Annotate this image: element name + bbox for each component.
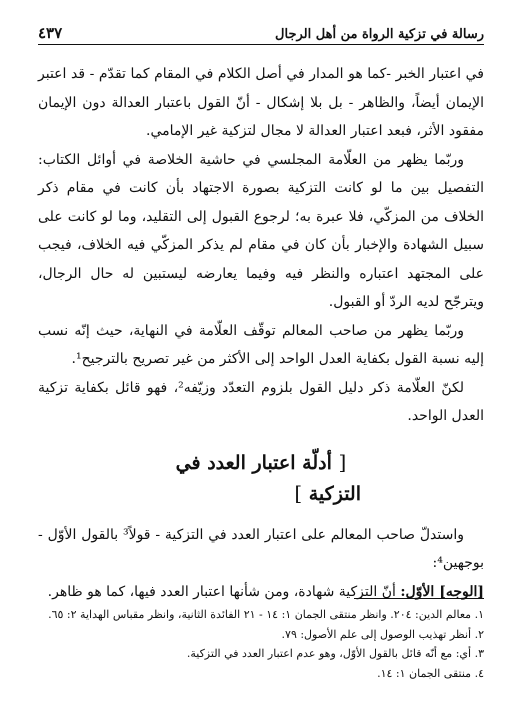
paragraph-1: في اعتبار الخبر -كما هو المدار في أصل الكلام في المقام كما تقدّم - قد اعتبر الإيمان أيضاً، والظاهر - بل بلا إشكال - أنّ القول باعتبار العدالة دون الإيمان مفقود الأثر، فبعد اعتبار العدالة لا مجال لتزكية غير الإمامي. bbox=[38, 66, 484, 139]
footnotes bbox=[38, 605, 484, 683]
main-text bbox=[38, 60, 484, 606]
header-rule bbox=[38, 44, 484, 45]
paragraph-4: لكنّ العلّامة ذكر دليل القول بلزوم التعدّد وزيّفه²، فهو قائل بكفاية تزكية العدل الواحد. bbox=[38, 379, 484, 424]
footnote-rule bbox=[354, 598, 484, 599]
argument-label: [الوجه] الأوّل: bbox=[400, 583, 484, 600]
heading-close-bracket: ] bbox=[294, 480, 303, 505]
book-page bbox=[38, 0, 484, 721]
footnote-2: ٢. أنظر تهذيب الوصول إلى علم الأصول: ٧٩. bbox=[281, 627, 484, 641]
paragraph-5: واستدلّ صاحب المعالم على اعتبار العدد في التزكية - قولاً³ بالقول الأوّل - بوجهين⁴: bbox=[38, 526, 484, 571]
heading-open-bracket: [ bbox=[338, 449, 347, 474]
footnote-4: ٤. منتقى الجمان ١: ١٤. bbox=[377, 666, 484, 680]
section-heading bbox=[161, 447, 361, 509]
footnote-3: ٣. أي: مع أنّه قائل بالقول الأوّل، وهو عدم اعتبار العدد في التزكية. bbox=[186, 647, 484, 660]
running-title: رسالة في تزكية الرواة من أهل الرجال bbox=[275, 27, 484, 42]
paragraph-6 bbox=[38, 578, 484, 607]
page-number: ٤٣٧ bbox=[38, 24, 63, 42]
paragraph-3: وربّما يظهر من صاحب المعالم توقّف العلّامة في النهاية، حيث إنّه نسب إليه نسبة القول بكفاية العدل الواحد إلى الأكثر من غير تصريح بالترجيح¹. bbox=[38, 322, 484, 367]
footnote-1: ١. معالم الدين: ٢٠٤. وانظر منتقى الجمان ١: ١٤ - ٢١ الفائدة الثانية، وانظر مقباس الهداية ٢: ٦٥. bbox=[48, 608, 484, 621]
paragraph-2: وربّما يظهر من العلّامة المجلسي في حاشية الخلاصة في أوائل الكتاب: التفصيل بين ما لو كانت التزكية بصورة الاجتهاد بأن كانت في مقام ذكر الخلاف من المزكّي، فلا عبرة به؛ لرجوع القبول إلى التقليد، وما لو كانت على سبيل الشهادة والإخبار بأن كان في مقام لم يذكر المزكّي فيه الخلاف، فيجب على المجتهد اعتباره والنظر فيه وفيما يعارضه ليستبين له حال الرجال، ويترجّح لديه الردّ أو القبول. bbox=[38, 151, 484, 310]
heading-title: أدلّة اعتبار العدد في التزكية bbox=[175, 451, 361, 505]
page-header bbox=[38, 20, 484, 42]
argument-text: أنّ التزكية شهادة، ومن شأنها اعتبار العدد فيها، كما هو ظاهر. bbox=[47, 583, 401, 600]
